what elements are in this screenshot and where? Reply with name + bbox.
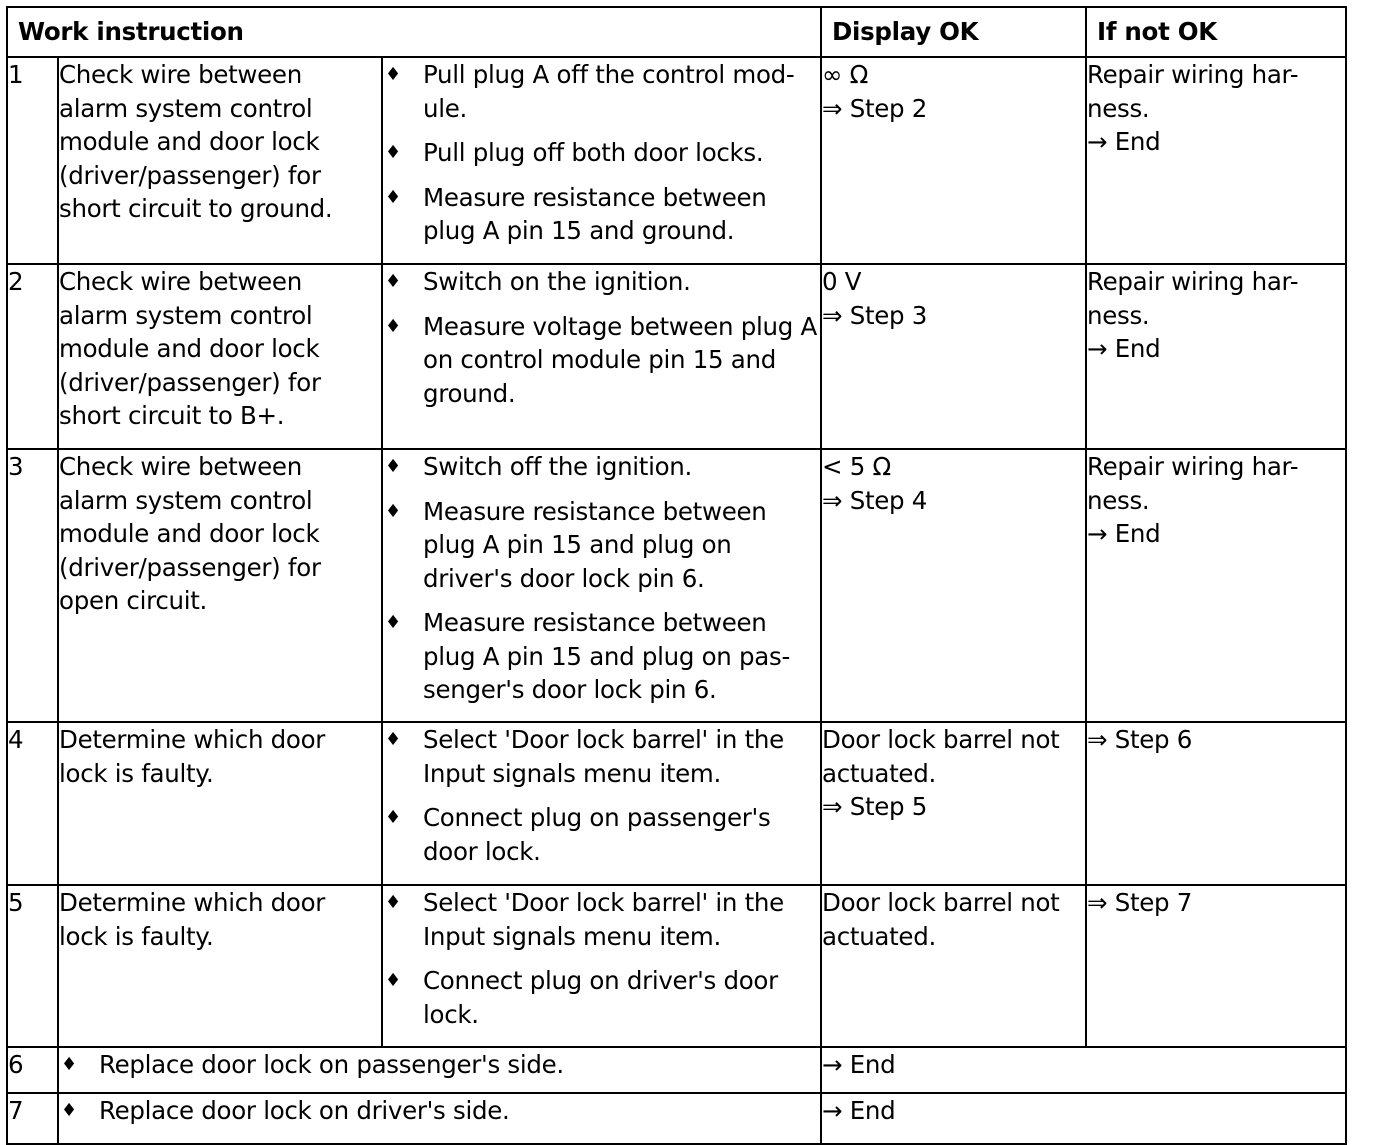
if-not-ok-line: ⇒ Step 7 — [1087, 888, 1193, 917]
if-not-ok-line: → End — [1087, 334, 1161, 363]
action-item — [383, 450, 820, 484]
description-line: alarm system control — [59, 300, 313, 330]
action-text — [423, 181, 820, 248]
bullet-icon: ♦ — [385, 64, 401, 85]
action-text: Replace door lock on driver's side. — [99, 1096, 510, 1125]
if-not-ok-line: ness. — [1087, 93, 1150, 123]
action-text — [423, 886, 820, 953]
table-row — [7, 57, 1346, 264]
step-number: 3 — [7, 449, 58, 722]
action-item — [383, 181, 820, 248]
action-text — [423, 801, 820, 868]
action-item — [59, 1094, 820, 1128]
action-text — [423, 964, 820, 1031]
if-not-ok-line: ⇒ Step 6 — [1087, 725, 1193, 754]
bullet-icon: ♦ — [385, 500, 401, 522]
step-number: 7 — [7, 1093, 58, 1144]
action-text — [423, 58, 820, 125]
action-text: Replace door lock on passenger's side. — [99, 1050, 564, 1079]
step-actions — [382, 57, 821, 264]
description-line: module and door lock — [59, 127, 320, 156]
if-not-ok-line: Repair wiring har- — [1087, 60, 1299, 89]
display-ok-line: ⇒ Step 3 — [822, 300, 928, 330]
step-action-merged — [58, 1093, 821, 1144]
table-row — [7, 1093, 1346, 1144]
bullet-icon: ♦ — [385, 612, 401, 633]
description-line: module and door lock — [59, 519, 320, 548]
action-item — [383, 136, 820, 170]
action-line: plug A pin 15 and ground. — [423, 216, 735, 245]
if-not-ok-result — [1086, 264, 1346, 449]
action-line: Measure resistance between — [423, 496, 767, 526]
step-number: 5 — [7, 885, 58, 1047]
action-line: senger's door lock pin 6. — [423, 675, 717, 704]
work-instruction-table — [6, 6, 1347, 1145]
description-line: Determine which door — [59, 888, 326, 917]
display-ok-line: Door lock barrel not — [822, 888, 1060, 917]
description-line: short circuit to B+. — [59, 401, 285, 430]
display-ok-line: ⇒ Step 2 — [822, 93, 928, 123]
step-description — [58, 885, 382, 1047]
description-line: (driver/passenger) for — [59, 160, 321, 190]
step-rows — [7, 57, 1346, 1144]
display-ok-result — [821, 449, 1086, 722]
bullet-icon: ♦ — [385, 892, 401, 913]
description-line: (driver/passenger) for — [59, 552, 321, 582]
bullet-icon: ♦ — [385, 142, 401, 163]
if-not-ok-result — [1086, 885, 1346, 1047]
action-line: plug A pin 15 and plug on pas- — [423, 641, 790, 671]
action-item — [383, 886, 820, 953]
bullet-icon: ♦ — [61, 1054, 77, 1075]
bullet-icon: ♦ — [61, 1100, 77, 1121]
action-text — [423, 495, 820, 596]
description-line: alarm system control — [59, 485, 313, 515]
action-line: Select 'Door lock barrel' in the — [423, 725, 784, 754]
description-line: alarm system control — [59, 93, 313, 123]
action-item — [383, 606, 820, 707]
bullet-icon: ♦ — [385, 456, 401, 477]
step-number: 6 — [7, 1047, 58, 1093]
if-not-ok-line: ness. — [1087, 485, 1150, 515]
step-description — [58, 57, 382, 264]
step-actions — [382, 722, 821, 885]
header-work-instruction: Work instruction — [7, 7, 821, 57]
action-line: Input signals menu item. — [423, 921, 721, 951]
header-if-not-ok: If not OK — [1086, 7, 1346, 57]
display-ok-line: < 5 Ω — [822, 452, 891, 481]
action-line: Input signals menu item. — [423, 758, 721, 788]
action-line: plug A pin 15 and plug on — [423, 530, 732, 559]
display-ok-line: 0 V — [822, 267, 862, 296]
action-item — [383, 310, 820, 411]
action-item — [383, 964, 820, 1031]
action-text — [423, 265, 820, 299]
table-row — [7, 722, 1346, 885]
action-line: ule. — [423, 93, 467, 123]
display-ok-line: ⇒ Step 4 — [822, 485, 928, 515]
bullet-icon: ♦ — [385, 807, 401, 828]
action-line: Switch off the ignition. — [423, 452, 693, 481]
action-line: Pull plug A off the control mod- — [423, 60, 795, 89]
bullet-icon: ♦ — [385, 186, 401, 208]
action-line: Connect plug on passenger's — [423, 803, 771, 832]
table-row — [7, 885, 1346, 1047]
description-line: Determine which door — [59, 725, 326, 754]
action-text — [423, 310, 820, 411]
display-ok-line: actuated. — [822, 921, 936, 951]
bullet-icon: ♦ — [385, 315, 401, 337]
if-not-ok-line: ness. — [1087, 300, 1150, 330]
table-header-row — [7, 7, 1346, 57]
display-ok-line: actuated. — [822, 758, 936, 788]
table-row — [7, 449, 1346, 722]
action-item — [59, 1048, 820, 1082]
bullet-icon: ♦ — [385, 729, 401, 750]
action-line: Connect plug on driver's door — [423, 966, 778, 995]
display-ok-line: ∞ Ω — [822, 60, 869, 89]
action-line: Switch on the ignition. — [423, 267, 691, 296]
if-not-ok-result — [1086, 722, 1346, 885]
action-line: Pull plug off both door locks. — [423, 138, 764, 167]
description-line: Check wire between — [59, 60, 302, 89]
action-line: lock. — [423, 999, 479, 1029]
bullet-icon: ♦ — [385, 970, 401, 991]
work-instruction-sheet — [6, 6, 1347, 1145]
description-line: (driver/passenger) for — [59, 367, 321, 397]
step-result-merged: → End — [821, 1093, 1346, 1144]
action-item — [383, 495, 820, 596]
action-line: Measure resistance between — [423, 608, 767, 637]
step-number: 4 — [7, 722, 58, 885]
description-line: module and door lock — [59, 334, 320, 363]
display-ok-line: Door lock barrel not — [822, 725, 1060, 754]
step-actions — [382, 449, 821, 722]
action-line: Measure resistance between — [423, 182, 767, 212]
if-not-ok-result — [1086, 449, 1346, 722]
display-ok-result — [821, 57, 1086, 264]
step-number: 2 — [7, 264, 58, 449]
action-text — [423, 450, 820, 484]
action-line: Measure voltage between plug A — [423, 311, 817, 341]
step-description — [58, 264, 382, 449]
step-description — [58, 722, 382, 885]
if-not-ok-line: → End — [1087, 127, 1161, 156]
action-line: ground. — [423, 378, 516, 408]
if-not-ok-result — [1086, 57, 1346, 264]
action-item — [383, 723, 820, 790]
description-line: Check wire between — [59, 267, 302, 296]
header-display-ok: Display OK — [821, 7, 1086, 57]
if-not-ok-line: Repair wiring har- — [1087, 267, 1299, 296]
if-not-ok-line: → End — [1087, 519, 1161, 548]
description-line: open circuit. — [59, 586, 208, 615]
display-ok-result — [821, 722, 1086, 885]
step-number: 1 — [7, 57, 58, 264]
step-actions — [382, 264, 821, 449]
step-description — [58, 449, 382, 722]
action-line: Select 'Door lock barrel' in the — [423, 888, 784, 917]
step-actions — [382, 885, 821, 1047]
table-row — [7, 1047, 1346, 1093]
description-line: lock is faulty. — [59, 758, 214, 788]
action-line: on control module pin 15 and — [423, 345, 776, 374]
description-line: lock is faulty. — [59, 921, 214, 951]
step-result-merged: → End — [821, 1047, 1346, 1093]
display-ok-result — [821, 885, 1086, 1047]
action-item — [383, 801, 820, 868]
action-line: door lock. — [423, 836, 541, 866]
step-action-merged — [58, 1047, 821, 1093]
action-text — [423, 606, 820, 707]
if-not-ok-line: Repair wiring har- — [1087, 452, 1299, 481]
table-row — [7, 264, 1346, 449]
action-text — [423, 136, 820, 170]
action-text — [423, 723, 820, 790]
description-line: Check wire between — [59, 452, 302, 481]
display-ok-line: ⇒ Step 5 — [822, 792, 928, 821]
description-line: short circuit to ground. — [59, 194, 333, 223]
display-ok-result — [821, 264, 1086, 449]
action-item — [383, 265, 820, 299]
action-line: driver's door lock pin 6. — [423, 563, 705, 593]
bullet-icon: ♦ — [385, 271, 401, 292]
action-item — [383, 58, 820, 125]
